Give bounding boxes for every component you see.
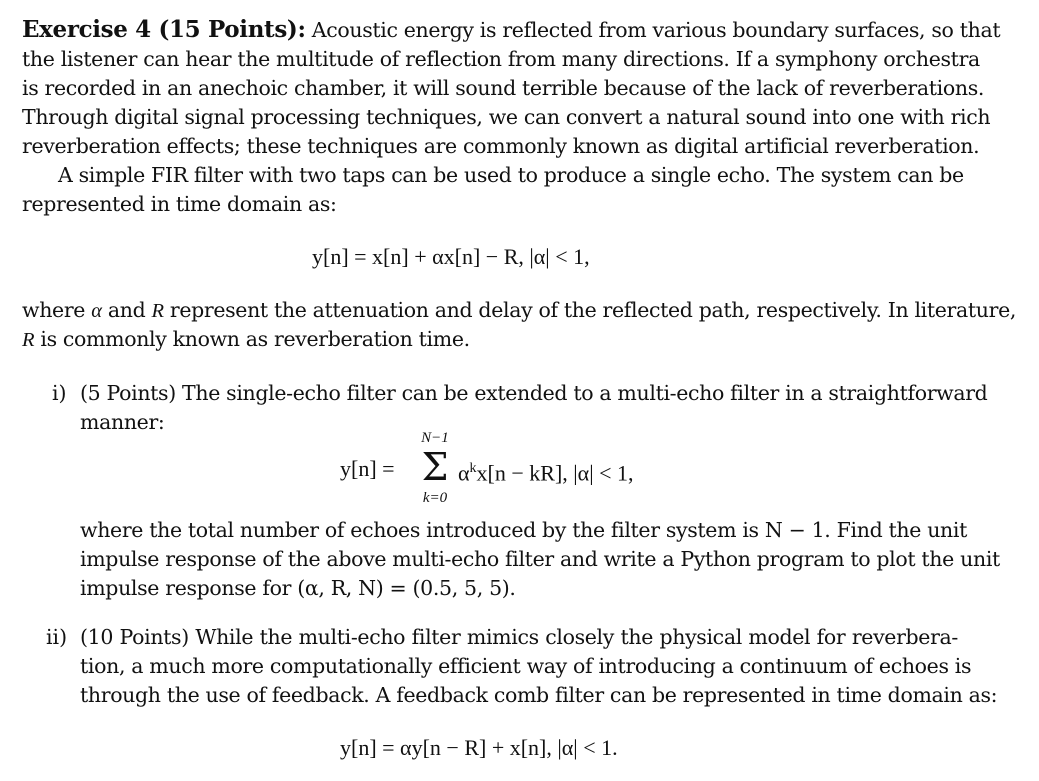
summation-upper-limit: N−1 [421, 430, 449, 446]
intro-text: Acoustic energy is reflected from various boundary surfaces, so that [311, 18, 1001, 42]
part-i-line-1: (5 Points) The single-echo filter can be extended to a multi-echo filter in a straightforward [80, 381, 988, 405]
part-ii-line-1: (10 Points) While the multi-echo filter mimics closely the physical model for reverbera- [80, 625, 958, 649]
part-i-after-line-3: impulse response for (α, R, N) = (0.5, 5, 5). [80, 576, 516, 600]
para2-line-1: A simple FIR filter with two taps can be used to produce a single echo. The system can be [58, 163, 964, 187]
multi-echo-tail: x[n − kR], |α| < 1, [476, 460, 634, 486]
intro-line-1 [22, 16, 1001, 43]
para3-text-where: where [22, 298, 86, 322]
equation-feedback-comb: y[n] = αy[n − R] + x[n], |α| < 1. [340, 735, 618, 760]
multi-echo-lhs: y[n] = [340, 456, 395, 481]
para3-line-2 [22, 326, 962, 353]
multi-echo-alpha: α [458, 460, 470, 486]
part-ii-line-2: tion, a much more computationally efficient way of introducing a continuum of echoes is [80, 654, 972, 678]
intro-line-3: is recorded in an anechoic chamber, it will sound terrible because of the lack of reverberations. [22, 76, 985, 100]
para3-line-1 [22, 297, 1017, 324]
summation-sigma: Σ [421, 445, 449, 489]
para3-text-and: and [107, 298, 146, 322]
part-i-after-line-1: where the total number of echoes introduced by the filter system is N − 1. Find the unit [80, 518, 968, 542]
part-ii-line-3: through the use of feedback. A feedback comb filter can be represented in time domain as: [80, 683, 998, 707]
symbol-r: R [151, 300, 164, 322]
part-i-line-2: manner: [80, 410, 165, 434]
intro-line-5: reverberation effects; these techniques are commonly known as digital artificial reverberation. [22, 134, 980, 158]
exercise-title: Exercise 4 (15 Points): [22, 16, 306, 43]
para3-text-rest: represent the attenuation and delay of the reflected path, respectively. In literature, [169, 298, 1017, 322]
multi-echo-exponent: k [469, 461, 477, 476]
part-i-after-line-2: impulse response of the above multi-echo filter and write a Python program to plot the unit [80, 547, 1000, 571]
symbol-alpha: α [91, 300, 102, 322]
para3-text-2: is commonly known as reverberation time. [40, 327, 470, 351]
intro-line-2: the listener can hear the multitude of reflection from many directions. If a symphony orchestra [22, 47, 980, 71]
part-i-label: i) [52, 381, 67, 405]
part-ii-label: ii) [46, 625, 68, 649]
para2-line-2: represented in time domain as: [22, 192, 337, 216]
multi-echo-rhs [458, 456, 634, 486]
symbol-r-2: R [22, 329, 35, 351]
summation-lower-limit: k=0 [422, 490, 448, 506]
intro-line-4: Through digital signal processing techniques, we can convert a natural sound into one with rich [22, 105, 991, 129]
equation-single-echo: y[n] = x[n] + αx[n] − R, |α| < 1, [312, 244, 590, 269]
